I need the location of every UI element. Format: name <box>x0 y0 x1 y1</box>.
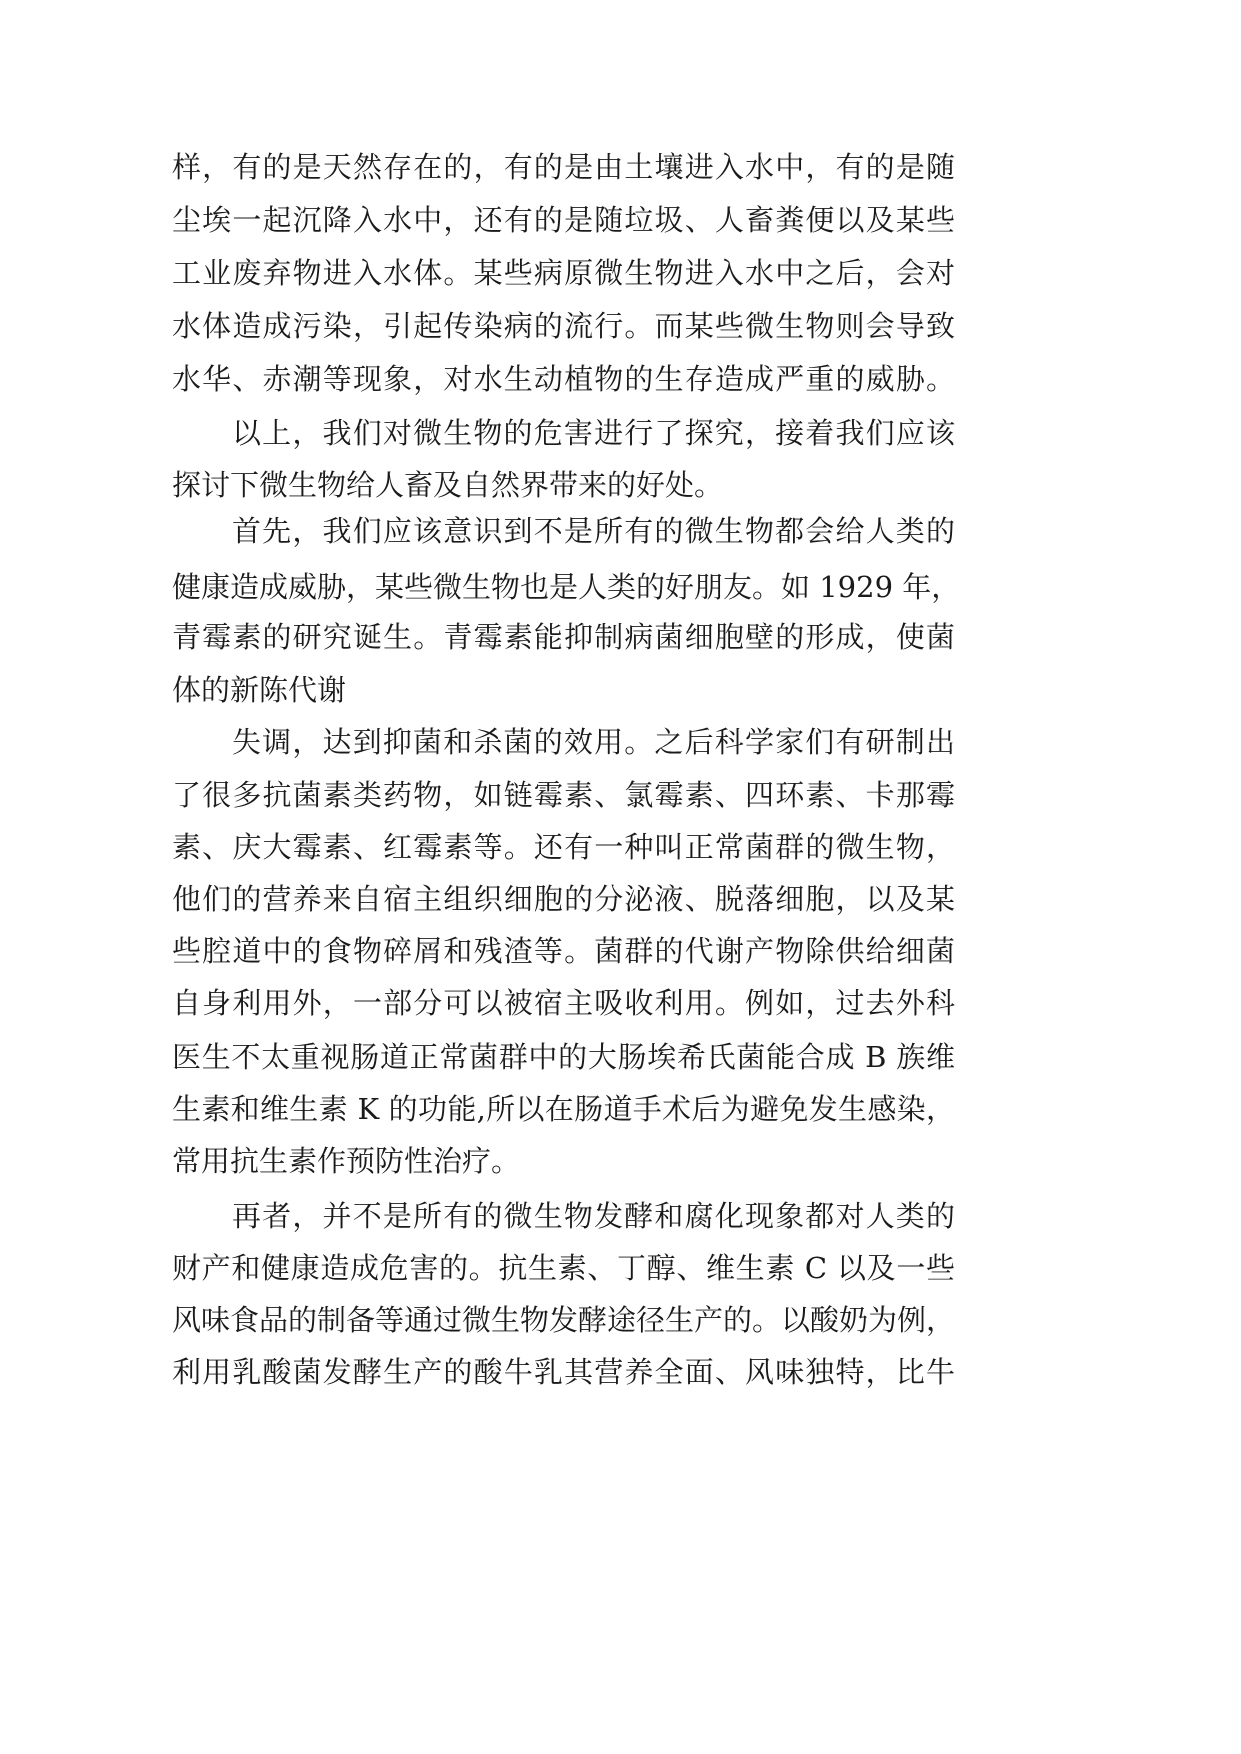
text-line: 体的新陈代谢 <box>172 673 347 707</box>
text-line: 样，有的是天然存在的，有的是由土壤进入水中，有的是随 <box>172 150 955 184</box>
text-line: 健康造成威胁，某些微生物也是人类的好朋友。如 1929 年， <box>172 570 961 604</box>
text-line: 水华、赤潮等现象，对水生动植物的生存造成严重的威胁。 <box>172 362 955 396</box>
text-line: 生素和维生素 K 的功能,所以在肠道手术后为避免发生感染， <box>172 1092 955 1126</box>
text-line: 财产和健康造成危害的。抗生素、丁醇、维生素 C 以及一些 <box>172 1251 955 1285</box>
paragraph-first-line: 再者，并不是所有的微生物发酵和腐化现象都对人类的 <box>232 1199 955 1233</box>
paragraph-first-line: 失调，达到抑菌和杀菌的效用。之后科学家们有研制出 <box>232 725 955 759</box>
text-line: 风味食品的制备等通过微生物发酵途径生产的。以酸奶为例， <box>172 1303 956 1337</box>
text-line: 医生不太重视肠道正常菌群中的大肠埃希氏菌能合成 B 族维 <box>172 1040 955 1074</box>
text-line: 了很多抗菌素类药物，如链霉素、氯霉素、四环素、卡那霉 <box>172 778 955 812</box>
text-line: 常用抗生素作预防性治疗。 <box>172 1144 521 1178</box>
text-line: 利用乳酸菌发酵生产的酸牛乳其营养全面、风味独特，比牛 <box>172 1355 955 1389</box>
text-line: 青霉素的研究诞生。青霉素能抑制病菌细胞壁的形成，使菌 <box>172 620 955 654</box>
text-line: 自身利用外，一部分可以被宿主吸收利用。例如，过去外科 <box>172 986 955 1020</box>
text-line: 水体造成污染，引起传染病的流行。而某些微生物则会导致 <box>172 309 955 343</box>
paragraph-first-line: 以上，我们对微生物的危害进行了探究，接着我们应该 <box>232 416 955 450</box>
text-line: 尘埃一起沉降入水中，还有的是随垃圾、人畜粪便以及某些 <box>172 203 955 237</box>
text-line: 探讨下微生物给人畜及自然界带来的好处。 <box>172 468 724 502</box>
text-line: 工业废弃物进入水体。某些病原微生物进入水中之后，会对 <box>172 256 955 290</box>
text-line: 些腔道中的食物碎屑和残渣等。菌群的代谢产物除供给细菌 <box>172 934 955 968</box>
text-line: 他们的营养来自宿主组织细胞的分泌液、脱落细胞，以及某 <box>172 882 955 916</box>
paragraph-first-line: 首先，我们应该意识到不是所有的微生物都会给人类的 <box>232 514 955 548</box>
text-line: 素、庆大霉素、红霉素等。还有一种叫正常菌群的微生物， <box>172 830 955 864</box>
